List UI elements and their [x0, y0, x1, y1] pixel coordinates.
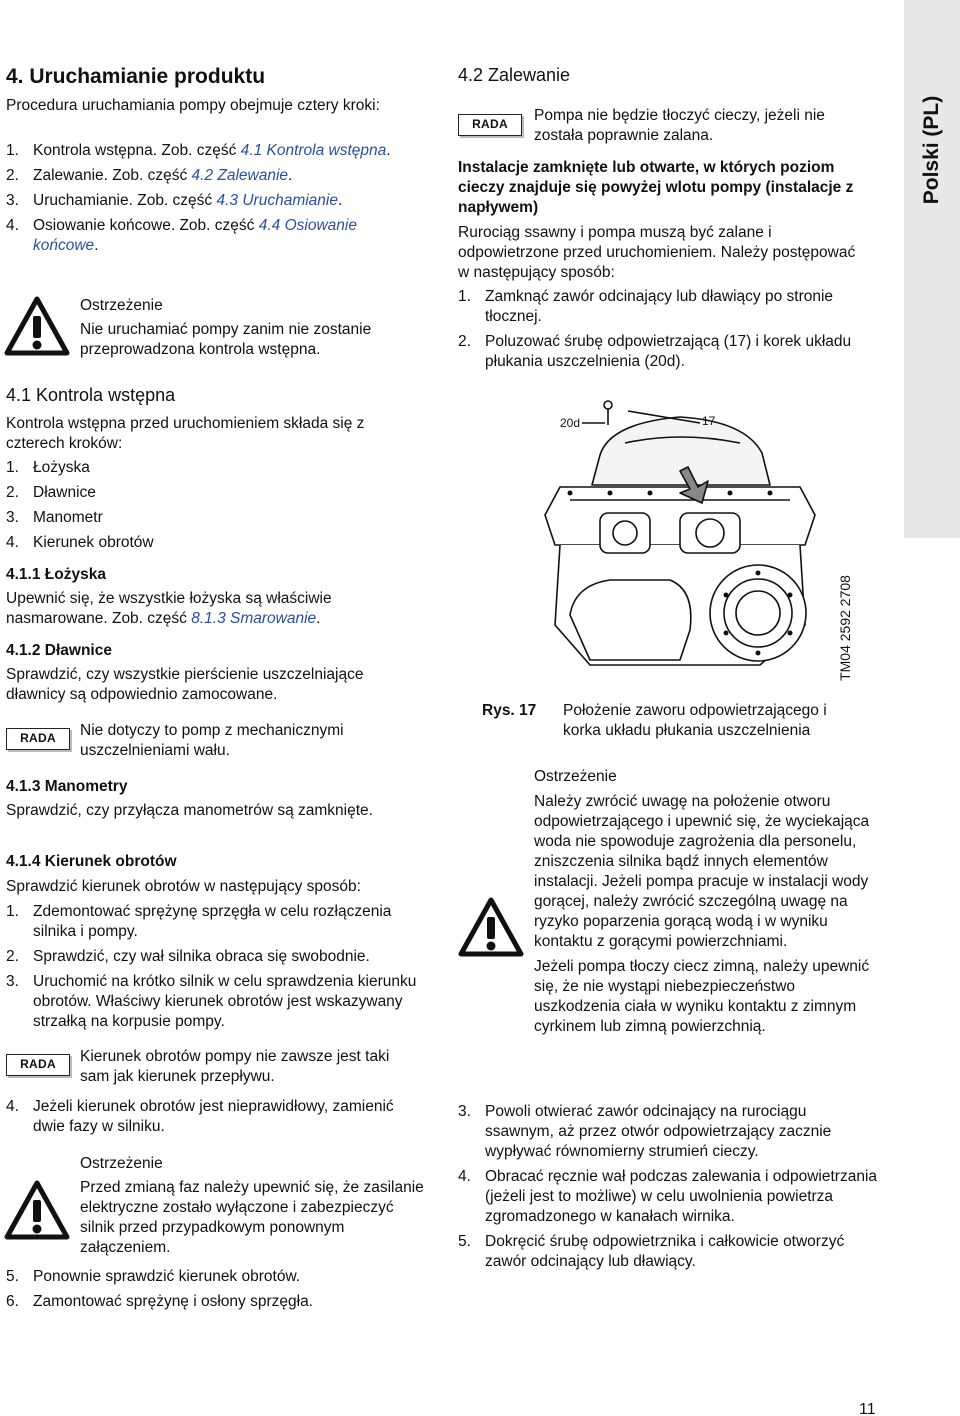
list-item: 4. Jeżeli kierunek obrotów jest nieprawidłowy, zamienić dwie fazy w silniku.	[6, 1098, 394, 1135]
list-item: 3. Uruchomić na krótko silnik w celu sprawdzenia kierunku obrotów. Właściwy kierunek obrotów jest wskazywany strzałką na korpusie pompy.	[6, 973, 417, 1030]
priming-steps-list	[458, 287, 878, 372]
link-4-2[interactable]: 4.2 Zalewanie	[191, 167, 289, 184]
list-item: 4. Obracać ręcznie wał podczas zalewania i odpowietrzania (jeżeli jest to możliwe) w celu uwolnienia powietrza zgromadzonego w kanałach wirnika.	[458, 1168, 878, 1225]
rada-badge: RADA	[458, 114, 522, 136]
warning-icon	[4, 296, 70, 356]
list-item: 1. Łożyska	[6, 459, 90, 476]
section-4-1-3-title: 4.1.3 Manometry	[6, 778, 128, 795]
list-item: 3. Powoli otwierać zawór odcinający na rurociągu ssawnym, aż przez otwór odpowietrzający zacznie wypływać równomierny strumień cieczy.	[458, 1103, 832, 1160]
warning-icon	[458, 897, 524, 957]
list-item: 2. Poluzować śrubę odpowietrzającą (17) i korek układu płukania uszczelnienia (20d).	[458, 333, 852, 370]
page-number: 11	[859, 1401, 876, 1416]
list-item: 1. Zamknąć zawór odcinający lub dławiący po stronie tłocznej.	[458, 288, 834, 325]
check-steps-list	[6, 458, 426, 553]
bold-paragraph: Instalacje zamknięte lub otwarte, w których poziom cieczy znajduje się powyżej wlotu pompy (instalacje z napływem)	[458, 159, 854, 216]
list-item: 2. Zalewanie. Zob. część 4.2 Zalewanie.	[6, 167, 293, 184]
section-4-1-3-text: Sprawdzić, czy przyłącza manometrów są zamknięte.	[6, 802, 373, 819]
warning-text: Nie uruchamiać pompy zanim nie zostanie przeprowadzona kontrola wstępna.	[80, 321, 372, 358]
warning-label: Ostrzeżenie	[534, 768, 617, 785]
note-text: Pompa nie będzie tłoczyć cieczy, jeżeli nie została poprawnie zalana.	[534, 107, 825, 144]
list-item: 4. Osiowanie końcowe. Zob. część 4.4 Osiowanie końcowe.	[6, 217, 357, 254]
figure-caption-number: Rys. 17	[482, 702, 537, 719]
warning-icon	[4, 1180, 70, 1240]
warning-box	[80, 296, 425, 360]
list-item: 3. Uruchamianie. Zob. część 4.3 Uruchamianie.	[6, 192, 343, 209]
warning-box	[80, 1154, 425, 1258]
tm-code: TM04 2592 2708	[837, 575, 853, 681]
note-text: Kierunek obrotów pompy nie zawsze jest taki sam jak kierunek przepływu.	[80, 1048, 390, 1085]
list-item: 4. Kierunek obrotów	[6, 534, 154, 551]
section-4-1-1-text: Upewnić się, że wszystkie łożyska są właściwie nasmarowane. Zob. część 8.1.3 Smarowanie.	[6, 590, 332, 627]
warning-label: Ostrzeżenie	[80, 297, 163, 314]
list-item: 1. Kontrola wstępna. Zob. część 4.1 Kontrola wstępna.	[6, 142, 391, 159]
rada-badge: RADA	[6, 728, 70, 750]
list-item: 6. Zamontować sprężynę i osłony sprzęgła.	[6, 1293, 313, 1310]
rotation-steps-list-2	[6, 1267, 426, 1312]
language-tab-label: Polski (PL)	[920, 95, 943, 205]
link-4-1[interactable]: 4.1 Kontrola wstępna	[240, 142, 387, 159]
list-item: 3. Manometr	[6, 509, 103, 526]
warning-text-2: Jeżeli pompa tłoczy ciecz zimną, należy upewnić się, że nie wystąpi niebezpieczeństwo uszkodzenia ciała w wyniku kontaktu z zimnym cyrkinem lub zimną powierzchnią.	[534, 958, 870, 1035]
section-4-2-title: 4.2 Zalewanie	[458, 65, 571, 85]
paragraph: Rurociąg ssawny i pompa muszą być zalane i odpowietrzone przed uruchomieniem. Należy postępować w następujący sposób:	[458, 224, 856, 281]
section-4-1-1-title: 4.1.1 Łożyska	[6, 566, 106, 583]
priming-steps-list-2	[458, 1102, 878, 1272]
pump-drawing	[530, 395, 830, 690]
intro-paragraph: Procedura uruchamiania pompy obejmuje cztery kroki:	[6, 97, 380, 114]
section-4-1-intro: Kontrola wstępna przed uruchomieniem składa się z czterech kroków:	[6, 415, 365, 452]
warning-box	[534, 767, 879, 1037]
figure-caption-text: Położenie zaworu odpowietrzającego i korka układu płukania uszczelnienia	[563, 702, 827, 739]
list-item: 2. Dławnice	[6, 484, 96, 501]
list-item: 5. Dokręcić śrubę odpowietrznika i całkowicie otworzyć zawór odcinający lub dławiący.	[458, 1233, 845, 1270]
list-item: 1. Zdemontować sprężynę sprzęgła w celu rozłączenia silnika i pompy.	[6, 903, 392, 940]
section-4-1-2-title: 4.1.2 Dławnice	[6, 642, 112, 659]
warning-label: Ostrzeżenie	[80, 1155, 163, 1172]
rada-badge: RADA	[6, 1054, 70, 1076]
language-tab	[904, 0, 960, 538]
list-item: 5. Ponownie sprawdzić kierunek obrotów.	[6, 1268, 301, 1285]
rotation-step-4	[6, 1097, 426, 1137]
note-text: Nie dotyczy to pomp z mechanicznymi uszczelnieniami wału.	[80, 722, 344, 759]
link-4-4[interactable]: 4.4 Osiowanie końcowe	[33, 217, 357, 254]
warning-text: Przed zmianą faz należy upewnić się, że zasilanie elektryczne zostało wyłączone i zabezpieczyć silnik przed przypadkowym ponownym załączeniem.	[80, 1179, 424, 1256]
list-item: 2. Sprawdzić, czy wał silnika obraca się swobodnie.	[6, 948, 370, 965]
warning-text: Należy zwrócić uwagę na położenie otworu odpowietrzającego i upewnić się, że wyciekająca woda nie spowoduje zagrożenia dla personelu, zniszczenia silnika bądź innych elementów instalacji. Jeżeli pompa pracuje w instalacji wody gorącej, należy zwrócić szczególną uwagę na ryzyko poparzenia gorącą wodą i w wyniku kontaktu z gorącymi powierzchniami.	[534, 793, 870, 950]
section-4-1-title: 4.1 Kontrola wstępna	[6, 385, 176, 405]
section-4-1-4-intro: Sprawdzić kierunek obrotów w następujący sposób:	[6, 878, 361, 895]
section-title: 4. Uruchamianie produktu	[6, 65, 266, 88]
label-20d: 20d	[560, 416, 581, 430]
label-17: 17	[702, 414, 716, 428]
rotation-steps-list	[6, 902, 426, 1032]
link-8-1-3[interactable]: 8.1.3 Smarowanie	[191, 610, 317, 627]
section-4-1-4-title: 4.1.4 Kierunek obrotów	[6, 853, 177, 870]
startup-steps-list	[6, 141, 426, 256]
link-4-3[interactable]: 4.3 Uruchamianie	[216, 192, 338, 209]
section-4-1-2-text: Sprawdzić, czy wszystkie pierścienie uszczelniające dławnicy są odpowiednio zamocowane.	[6, 666, 364, 703]
